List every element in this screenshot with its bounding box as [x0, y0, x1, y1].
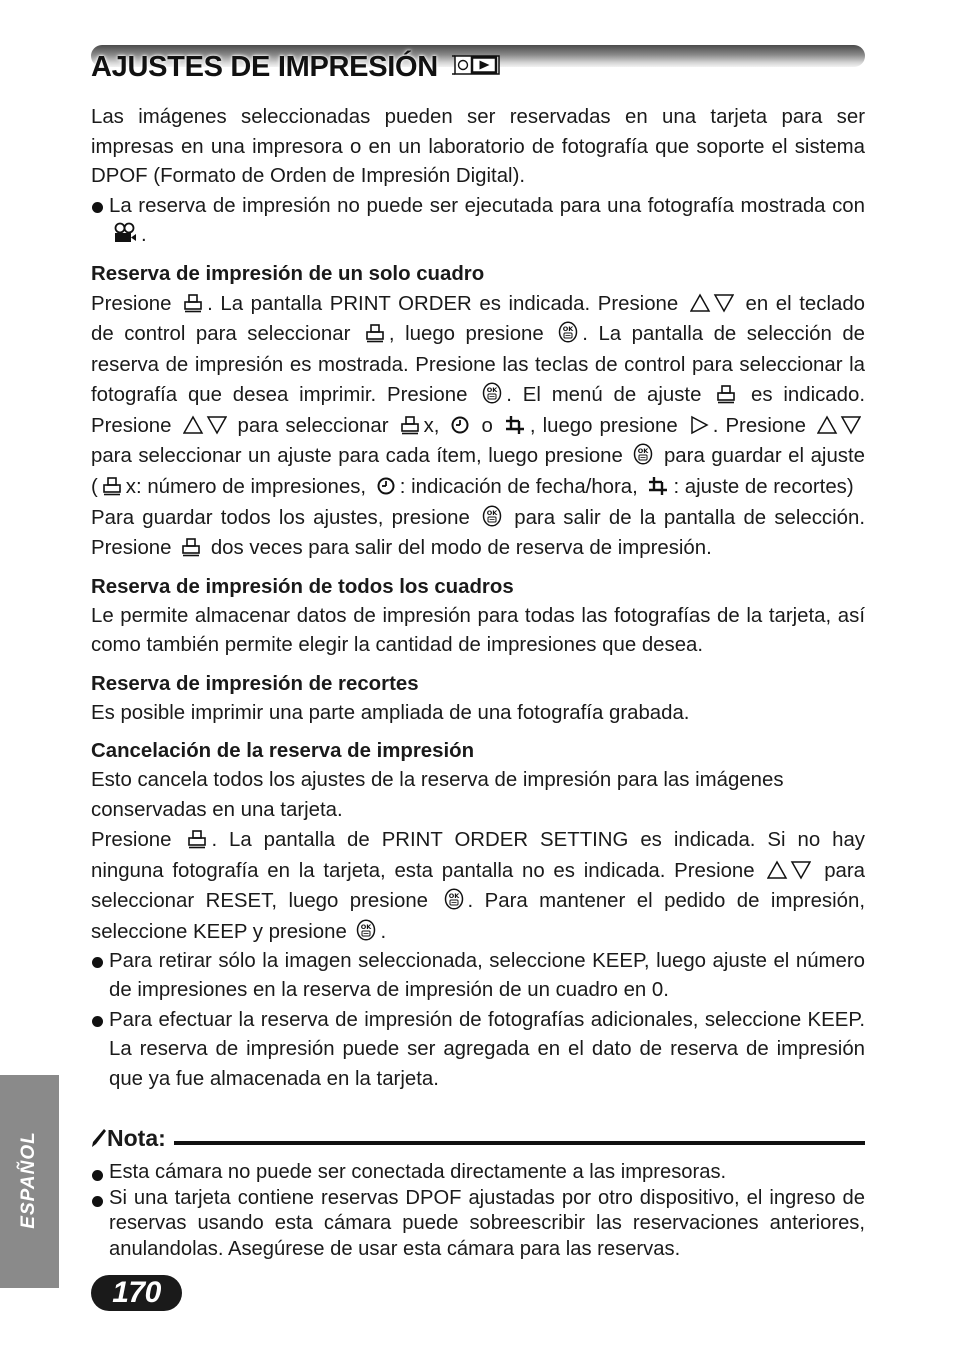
print-order-icon	[400, 415, 420, 435]
nota-header	[91, 1122, 865, 1154]
trimming-paragraph: Es posible imprimir una parte ampliada de una fotografía grabada.	[91, 701, 690, 724]
right-arrow-icon	[689, 415, 709, 435]
print-order-icon	[716, 384, 736, 404]
nota-item: Si una tarjeta contiene reservas DPOF ajustadas por otro dispositivo, el ingreso de reservas usando esta cámara puede sobreescribir las reservaciones anteriores, anulandolas. Asegúrese de usar esta cámara para las reservas.	[91, 1186, 865, 1263]
main-content	[91, 103, 865, 1094]
up-down-arrows-icon	[817, 415, 861, 435]
clock-icon	[376, 476, 396, 496]
page-number-badge: 170	[91, 1275, 182, 1311]
section-heading-cancel: Cancelación de la reserva de impresión	[91, 740, 475, 763]
pencil-icon	[91, 1128, 107, 1148]
print-order-icon	[183, 293, 203, 313]
single-frame-save-paragraph: Para guardar todos los ajustes, presione para salir de la pantalla de selección. Presione dos veces para salir del modo de reserva de impresión.	[91, 506, 866, 560]
print-order-icon	[181, 537, 201, 557]
up-down-arrows-icon	[767, 860, 811, 880]
up-down-arrows-icon	[690, 293, 734, 313]
page-title	[91, 50, 502, 84]
intro-bullet	[91, 192, 865, 251]
section-heading-trimming: Reserva de impresión de recortes	[91, 672, 419, 695]
ok-button-icon	[558, 321, 578, 343]
cancel-steps-paragraph: Presione . La pantalla de PRINT ORDER SETTING es indicada. Si no hay ninguna fotografía en la tarjeta, esta pantalla no es indicada. Presione para seleccionar RESET, luego presione . Para mantener el pedido de impresión, seleccione KEEP y presione .	[91, 829, 865, 943]
intro-bullet-end: .	[141, 224, 147, 246]
print-order-icon	[187, 829, 207, 849]
language-label: ESPAÑOL	[18, 1131, 39, 1229]
cancel-paragraph: Esto cancela todos los ajustes de la reserva de impresión para las imágenes conservadas en una tarjeta.	[91, 769, 784, 821]
nota-divider	[174, 1141, 865, 1145]
single-frame-paragraph: Presione . La pantalla PRINT ORDER es indicada. Presione en el teclado de control para seleccionar , luego presione . La pantalla de selección de reserva de impresión es mostrada. Presione las teclas de control para seleccionar la fotografía que desea imprimir. Presione . El menú de ajuste es indicado. Presione para seleccionar x, o , luego presione . Presione para seleccionar un ajuste para cada ítem, luego presione para guardar el ajuste ( x: número de impresiones, : indicación de fecha/hora, : ajuste de recortes)	[91, 292, 866, 499]
up-down-arrows-icon	[183, 415, 227, 435]
trim-icon	[647, 476, 669, 496]
ok-button-icon	[444, 888, 464, 910]
page-title-text: AJUSTES DE IMPRESIÓN	[91, 51, 438, 83]
nota-label	[91, 1125, 166, 1152]
trim-icon	[504, 415, 526, 435]
ok-button-icon	[633, 443, 653, 465]
ok-button-icon	[482, 382, 502, 404]
cancel-bullet-keep-zero: Para retirar sólo la imagen seleccionada, seleccione KEEP, luego ajuste el número de impresiones en la reserva de impresión de un cuadro en 0.	[91, 947, 865, 1006]
clock-icon	[450, 415, 470, 435]
all-frames-paragraph: Le permite almacenar datos de impresión para todas las fotografías de la tarjeta, así como también permite elegir la cantidad de impresiones que desea.	[91, 604, 865, 657]
intro-bullet-text: La reserva de impresión no puede ser ejecutada para una fotografía mostrada con	[109, 194, 865, 217]
nota-item: Esta cámara no puede ser conectada directamente a las impresoras.	[91, 1160, 865, 1186]
nota-label-text: Nota:	[107, 1124, 166, 1151]
section-heading-all-frames: Reserva de impresión de todos los cuadros	[91, 575, 514, 598]
intro-paragraph: Las imágenes seleccionadas pueden ser reservadas en una tarjeta para ser impresas en una impresora o en un laboratorio de fotografía que soporte el sistema DPOF (Formato de Orden de Impresión Digital).	[91, 106, 865, 187]
ok-button-icon	[482, 505, 502, 527]
section-heading-single-frame: Reserva de impresión de un solo cuadro	[91, 262, 485, 285]
print-order-icon	[102, 476, 122, 496]
movie-icon	[113, 222, 137, 244]
nota-list	[91, 1160, 865, 1262]
print-order-icon	[365, 323, 385, 343]
playback-mode-icon	[452, 53, 502, 77]
ok-button-icon	[356, 919, 376, 941]
cancel-bullet-keep-additional: Para efectuar la reserva de impresión de fotografías adicionales, seleccione KEEP. La reserva de impresión puede ser agregada en el dato de reserva de impresión que ya fue almacenada en la tarjeta.	[91, 1006, 865, 1095]
